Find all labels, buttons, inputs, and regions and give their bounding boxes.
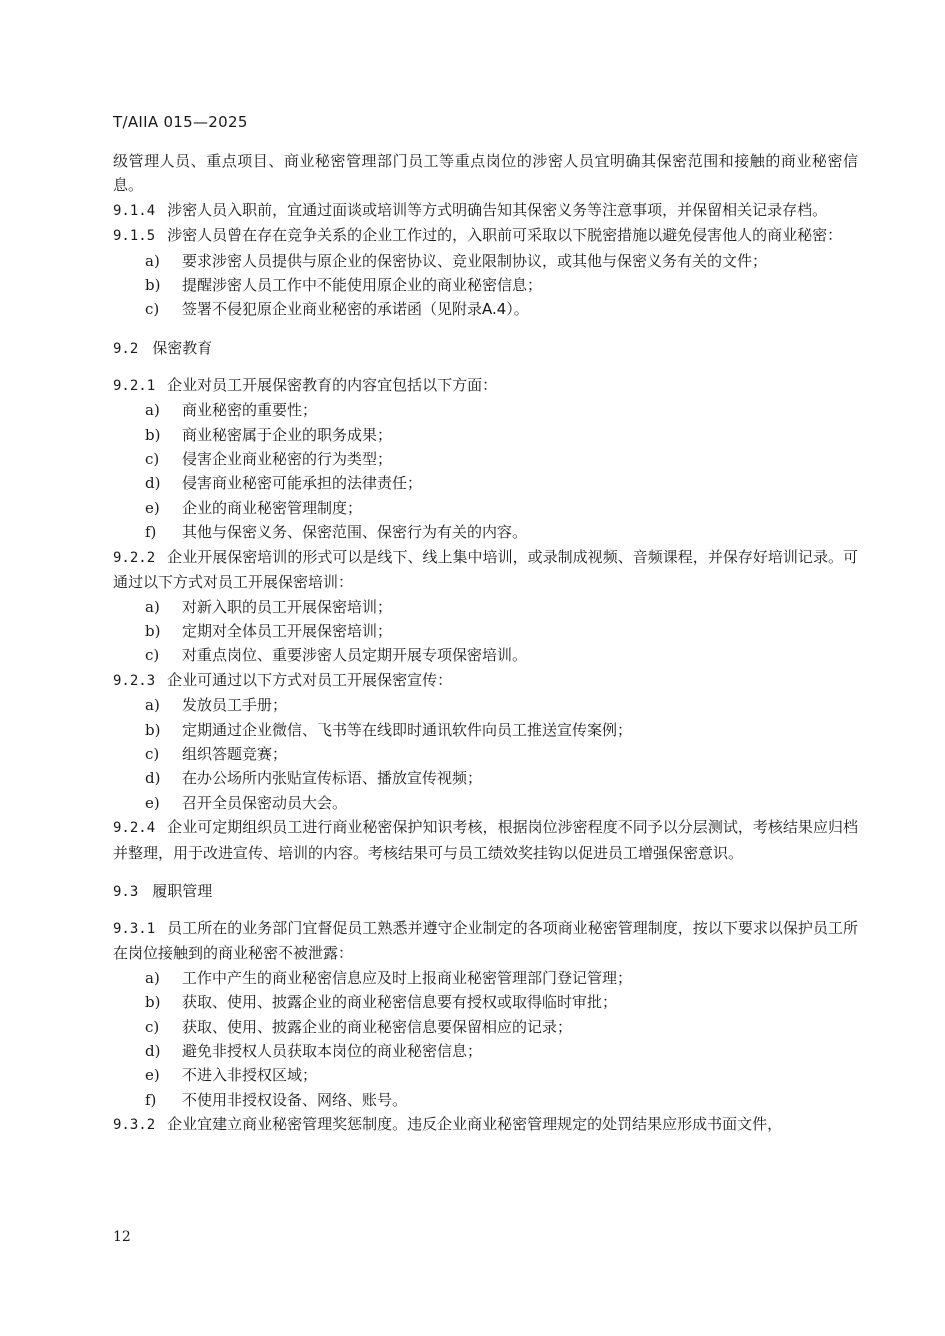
clause-9-2-3 <box>113 668 858 693</box>
list-marker: c) <box>145 1017 160 1036</box>
list-item <box>113 1015 858 1039</box>
list-item-text: 工作中产生的商业秘密信息应及时上报商业秘密管理部门登记管理； <box>182 968 633 987</box>
list-item-text: 侵害商业秘密可能承担的法律责任； <box>182 474 423 493</box>
list-marker: e) <box>145 793 160 812</box>
list-item-text: 在办公场所内张贴宣传标语、播放宣传视频； <box>182 769 483 788</box>
clause-text: 企业对员工开展保密教育的内容宜包括以下方面： <box>167 375 498 394</box>
clause-text: 企业可通过以下方式对员工开展保密宣传： <box>167 670 453 689</box>
document-body <box>113 149 858 1138</box>
list-marker: f) <box>145 523 157 542</box>
list-item <box>113 447 858 471</box>
section-heading-9-3 <box>113 879 858 904</box>
clause-9-3-1 <box>113 916 858 966</box>
list-marker: d) <box>145 474 161 493</box>
section-number: 9.3 <box>113 883 139 900</box>
paragraph-continuation: 级管理人员、重点项目、商业秘密管理部门员工等重点岗位的涉密人员宜明确其保密范围和接触的商业秘密信息。 <box>113 152 858 195</box>
clause-number: 9.3.1 <box>113 920 156 937</box>
list-marker: b) <box>145 425 161 444</box>
list-marker: d) <box>145 769 161 788</box>
list-item-text: 签署不侵犯原企业商业秘密的承诺函（见附录A.4）。 <box>182 300 529 319</box>
clause-9-3-2 <box>113 1112 858 1137</box>
list-item <box>113 693 858 717</box>
list-marker: e) <box>145 498 160 517</box>
list-item-text: 召开全员保密动员大会。 <box>182 793 348 812</box>
list-item <box>113 742 858 766</box>
list-marker: c) <box>145 744 160 763</box>
list-item <box>113 595 858 619</box>
list-item <box>113 273 858 297</box>
section-title: 保密教育 <box>152 338 213 357</box>
list-item-text: 对新入职的员工开展保密培训； <box>182 597 393 616</box>
clause-9-1-5 <box>113 223 858 248</box>
clause-text: 企业宜建立商业秘密管理奖惩制度。违反企业商业秘密管理规定的处罚结果应形成书面文件， <box>167 1115 783 1134</box>
list-item-text: 侵害企业商业秘密的行为类型； <box>182 450 393 469</box>
list-item <box>113 398 858 422</box>
list-item <box>113 471 858 495</box>
list-marker: b) <box>145 621 161 640</box>
list-item-text: 不进入非授权区域； <box>182 1066 318 1085</box>
clause-9-2-1 <box>113 373 858 398</box>
clause-text: 企业开展保密培训的形式可以是线下、线上集中培训，或录制成视频、音频课程，并保存好培训记录。可通过以下方式对员工开展保密培训： <box>113 547 858 592</box>
clause-number: 9.2.4 <box>113 820 156 837</box>
list-item <box>113 791 858 815</box>
list-item-text: 对重点岗位、重要涉密人员定期开展专项保密培训。 <box>182 646 528 665</box>
list-item <box>113 423 858 447</box>
list-item <box>113 496 858 520</box>
page-number: 12 <box>113 1229 131 1245</box>
list-item-text: 获取、使用、披露企业的商业秘密信息要有授权或取得临时审批； <box>182 993 618 1012</box>
clause-9-2-2 <box>113 545 858 595</box>
list-marker: a) <box>145 597 160 616</box>
list-item <box>113 520 858 544</box>
list-marker: f) <box>145 1090 157 1109</box>
clause-9-1-4 <box>113 198 858 223</box>
list-marker: c) <box>145 300 160 319</box>
list-marker: a) <box>145 696 160 715</box>
list-item-text: 定期对全体员工开展保密培训； <box>182 621 393 640</box>
clause-number: 9.2.1 <box>113 377 156 394</box>
list-item-text: 要求涉密人员提供与原企业的保密协议、竞业限制协议，或其他与保密义务有关的文件； <box>182 251 768 270</box>
section-heading-9-2 <box>113 336 858 361</box>
clause-text: 涉密人员入职前，宜通过面谈或培训等方式明确告知其保密义务等注意事项，并保留相关记录存档。 <box>167 200 828 219</box>
clause-9-2-4 <box>113 815 858 865</box>
clause-text: 员工所在的业务部门宜督促员工熟悉并遵守企业制定的各项商业秘密管理制度，按以下要求以保护员工所在岗位接触到的商业秘密不被泄露： <box>113 918 858 963</box>
clause-number: 9.2.2 <box>113 549 156 566</box>
list-marker: a) <box>145 401 160 420</box>
clause-text: 企业可定期组织员工进行商业秘密保护知识考核，根据岗位涉密程度不同予以分层测试，考核结果应归档并整理，用于改进宣传、培训的内容。考核结果可与员工绩效奖挂钩以促进员工增强保密意识。 <box>113 818 858 862</box>
section-title: 履职管理 <box>152 881 213 900</box>
list-item-text: 商业秘密的重要性； <box>182 401 318 420</box>
list-item <box>113 249 858 273</box>
list-item <box>113 990 858 1014</box>
document-code: T/AIIA 015—2025 <box>113 113 248 131</box>
list-item <box>113 297 858 321</box>
list-item <box>113 619 858 643</box>
list-marker: c) <box>145 646 160 665</box>
clause-number: 9.1.4 <box>113 202 156 219</box>
clause-number: 9.3.2 <box>113 1117 156 1134</box>
list-item-text: 商业秘密属于企业的职务成果； <box>182 425 393 444</box>
list-marker: a) <box>145 968 160 987</box>
clause-number: 9.1.5 <box>113 228 156 245</box>
list-marker: b) <box>145 276 161 295</box>
list-marker: b) <box>145 993 161 1012</box>
list-item <box>113 966 858 990</box>
list-item-text: 提醒涉密人员工作中不能使用原企业的商业秘密信息； <box>182 276 543 295</box>
list-item-text: 获取、使用、披露企业的商业秘密信息要保留相应的记录； <box>182 1017 573 1036</box>
list-item <box>113 766 858 790</box>
section-number: 9.2 <box>113 340 139 357</box>
list-marker: a) <box>145 251 160 270</box>
clause-text: 涉密人员曾在存在竞争关系的企业工作过的，入职前可采取以下脱密措施以避免侵害他人的商业秘密： <box>167 226 843 245</box>
list-item <box>113 1063 858 1087</box>
list-marker: b) <box>145 720 161 739</box>
clause-number: 9.2.3 <box>113 672 156 689</box>
list-marker: c) <box>145 450 160 469</box>
list-item <box>113 718 858 742</box>
list-item <box>113 1088 858 1112</box>
list-item-text: 不使用非授权设备、网络、账号。 <box>182 1090 408 1109</box>
list-marker: d) <box>145 1042 161 1060</box>
list-item <box>113 1039 858 1063</box>
list-item-text: 发放员工手册； <box>182 696 288 715</box>
list-item-text: 企业的商业秘密管理制度； <box>182 498 363 517</box>
list-item-text: 其他与保密义务、保密范围、保密行为有关的内容。 <box>182 523 528 542</box>
list-item <box>113 643 858 667</box>
list-item-text: 组织答题竞赛； <box>182 744 288 763</box>
list-item-text: 定期通过企业微信、飞书等在线即时通讯软件向员工推送宣传案例； <box>182 720 633 739</box>
list-item-text: 避免非授权人员获取本岗位的商业秘密信息； <box>182 1042 483 1060</box>
list-marker: e) <box>145 1066 160 1085</box>
